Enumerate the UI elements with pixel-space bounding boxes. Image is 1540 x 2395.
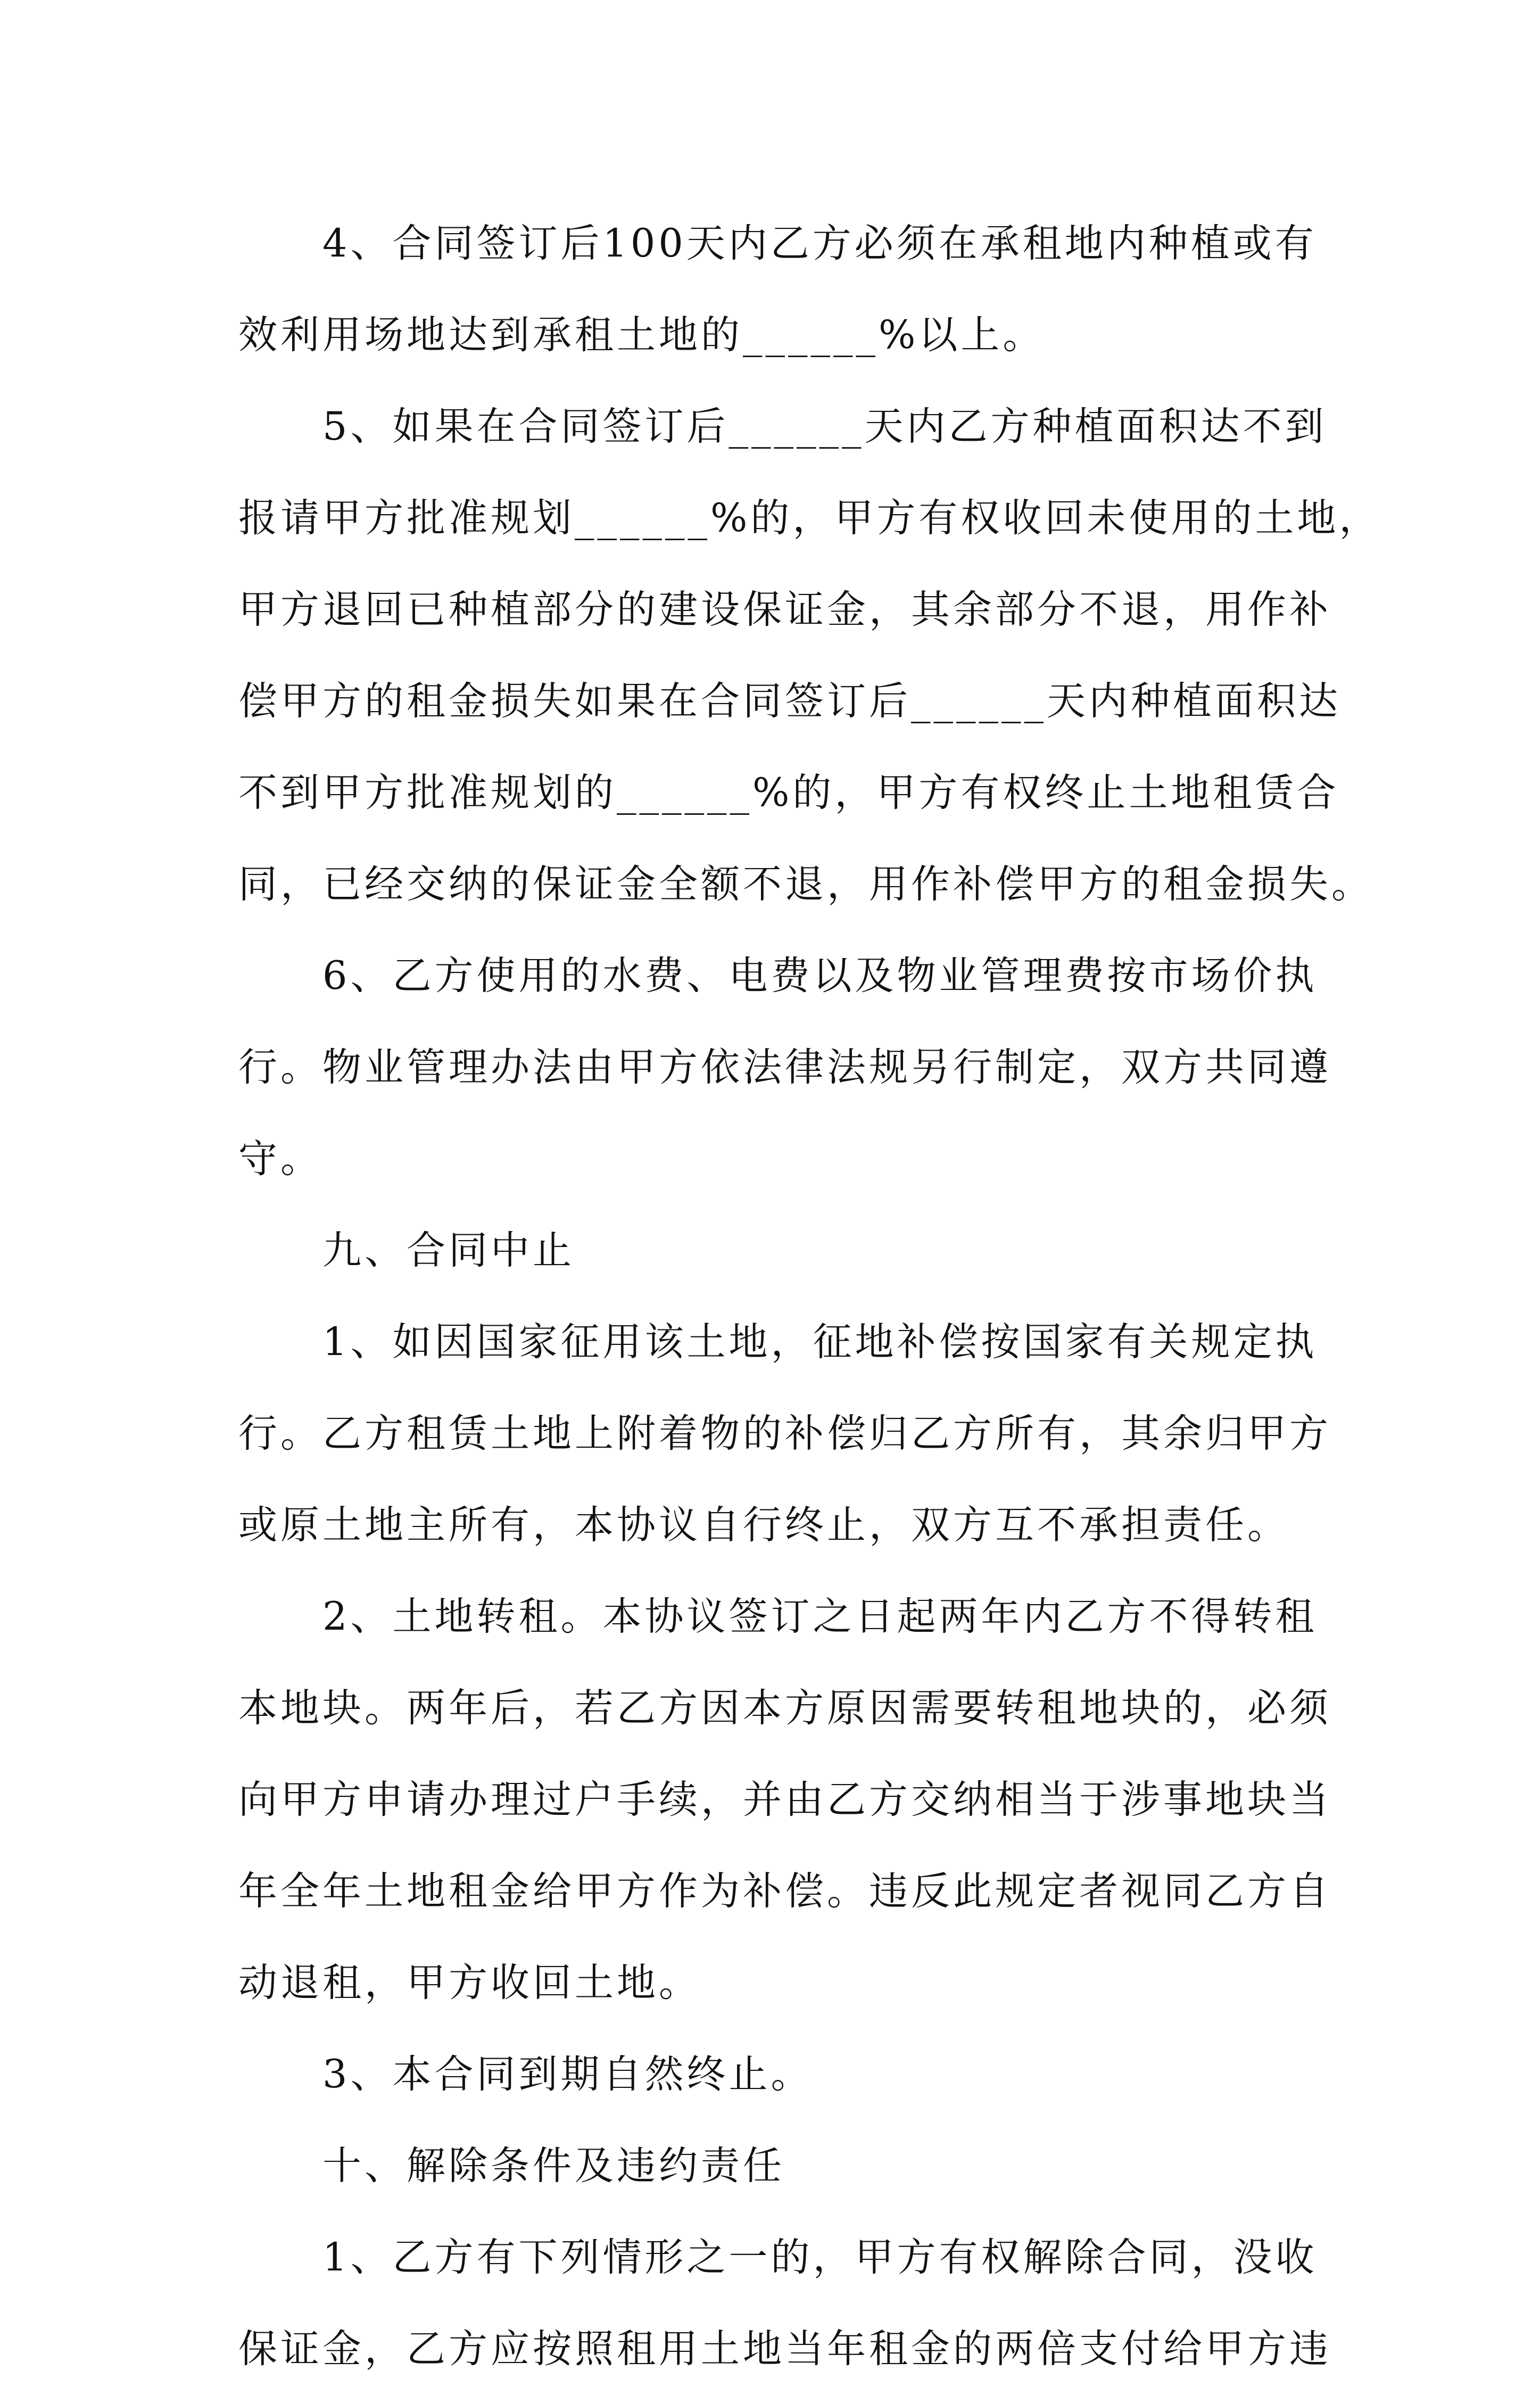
text-line: 向甲方申请办理过户手续，并由乙方交纳相当于涉事地块当 — [238, 1777, 1331, 1822]
text-line: 或原土地主所有，本协议自行终止，双方互不承担责任。 — [238, 1502, 1289, 1548]
document-body — [238, 198, 1381, 2395]
text-line: 效利用场地达到承租土地的______%以上。 — [238, 312, 1045, 358]
text-line: 6、乙方使用的水费、电费以及物业管理费按市场价执 — [238, 953, 1318, 998]
text-line: 年全年土地租金给甲方作为补偿。违反此规定者视同乙方自 — [238, 1869, 1331, 1914]
text-line: 保证金，乙方应按照租用土地当年租金的两倍支付给甲方违 — [238, 2326, 1331, 2372]
text-line: 十、解除条件及违约责任 — [238, 2143, 785, 2188]
text-line: 动退租，甲方收回土地。 — [238, 1960, 701, 2005]
text-line: 行。乙方租赁土地上附着物的补偿归乙方所有，其余归甲方 — [238, 1411, 1331, 1456]
text-line: 1、如因国家征用该土地，征地补偿按国家有关规定执 — [238, 1319, 1318, 1365]
text-line: 本地块。两年后，若乙方因本方原因需要转租地块的，必须 — [238, 1686, 1331, 1731]
text-line: 报请甲方批准规划______%的，甲方有权收回未使用的土地， — [238, 495, 1381, 541]
text-line: 行。物业管理办法由甲方依法律法规另行制定，双方共同遵 — [238, 1045, 1331, 1090]
text-line: 甲方退回已种植部分的建设保证金，其余部分不退，用作补 — [238, 587, 1331, 632]
text-line: 3、本合同到期自然终止。 — [238, 2052, 813, 2097]
text-line: 九、合同中止 — [238, 1228, 575, 1273]
text-line: 守。 — [238, 1136, 322, 1182]
text-line: 2、土地转租。本协议签订之日起两年内乙方不得转租 — [238, 1594, 1318, 1639]
text-line: 4、合同签订后100天内乙方必须在承租地内种植或有 — [238, 221, 1317, 266]
text-line: 同，已经交纳的保证金全额不退，用作补偿甲方的租金损失。 — [238, 862, 1373, 907]
text-line: 偿甲方的租金损失如果在合同签订后______天内种植面积达 — [238, 679, 1341, 724]
text-line: 不到甲方批准规划的______%的，甲方有权终止土地租赁合 — [238, 770, 1339, 815]
text-line: 5、如果在合同签订后______天内乙方种植面积达不到 — [238, 404, 1327, 449]
text-line: 1、乙方有下列情形之一的，甲方有权解除合同，没收 — [238, 2235, 1318, 2280]
